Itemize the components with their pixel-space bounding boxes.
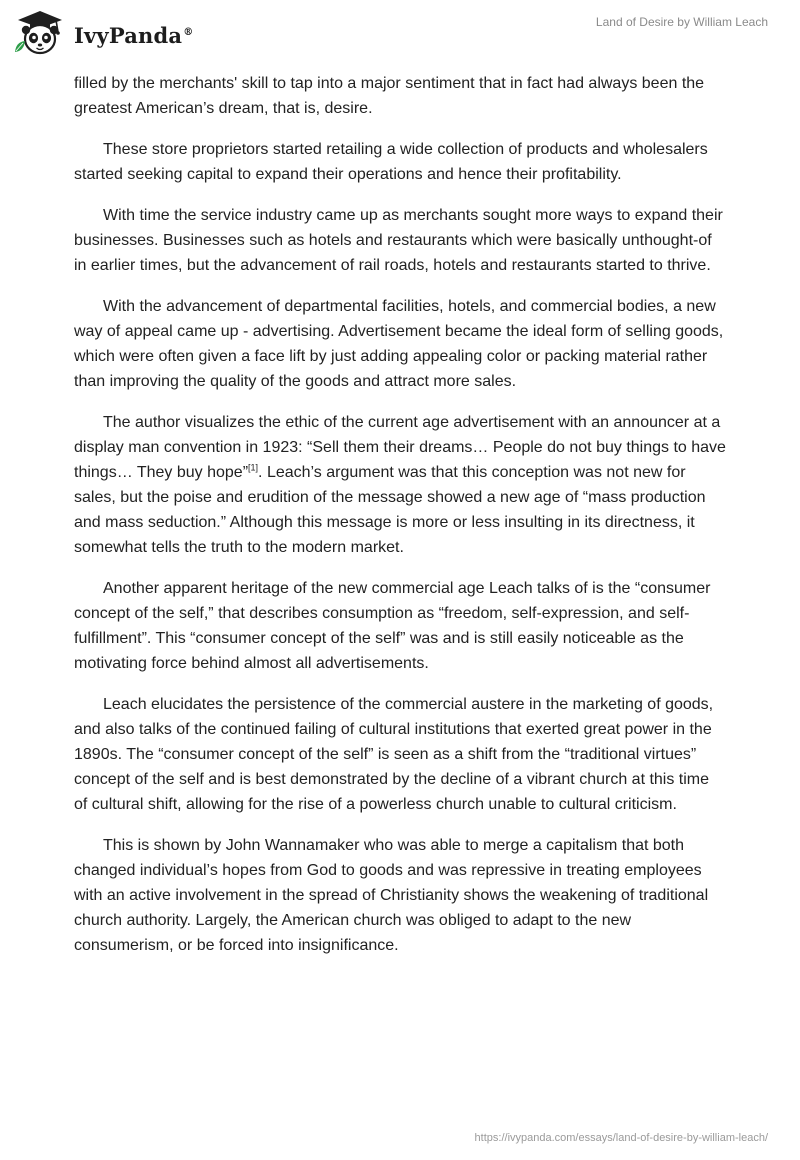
panda-graduate-icon bbox=[12, 8, 68, 58]
footnote-link[interactable]: [1] bbox=[248, 462, 259, 473]
ivypanda-logo[interactable] bbox=[12, 8, 193, 58]
quote-text: The author visualizes the ethic of the current age advertisement with an announcer at a display man convention in 1923: “Sell them their dreams… People do not buy things to have things… They buy hope” bbox=[74, 414, 726, 481]
paragraph: These store proprietors started retailing a wide collection of products and wholesalers started seeking capital to expand their operations and hence their profitability. bbox=[74, 141, 708, 183]
document-title: Land of Desire by William Leach bbox=[595, 15, 768, 29]
quote-continuation: . Leach’s argument was that this conception was not new for sales, but the poise and erudition of the message showed a new age of “mass production and mass seduction.” Although this message is more or less insulting in its directness, it somewhat tells the truth to the modern market. bbox=[74, 464, 706, 556]
essay-body bbox=[74, 71, 726, 974]
paragraph: With time the service industry came up as merchants sought more ways to expand their businesses. Businesses such as hotels and restaurants which were basically unthought-of in earlier times, but the advancement of rail roads, hotels and restaurants started to thrive. bbox=[74, 207, 723, 274]
source-url[interactable]: https://ivypanda.com/essays/land-of-desire-by-william-leach/ bbox=[474, 1132, 768, 1144]
registered-mark: ® bbox=[183, 26, 194, 38]
paragraph: Another apparent heritage of the new commercial age Leach talks of is the “consumer concept of the self,” that describes consumption as “freedom, self-expression, and self-fulfillment”. This “consumer concept of the self” was and is still easily noticeable as the motivating force behind almost all advertisements. bbox=[74, 580, 711, 672]
page-header bbox=[0, 0, 800, 70]
paragraph-continuation: filled by the merchants' skill to tap into a major sentiment that in fact had always been the greatest American’s dream, that is, desire. bbox=[74, 75, 705, 117]
brand-name: IvyPanda® bbox=[74, 22, 194, 48]
paragraph: Leach elucidates the persistence of the commercial austere in the marketing of goods, and also talks of the continued failing of cultural institutions that exerted great power in the 1890s. The “consumer concept of the self” is seen as a shift from the “traditional virtues” concept of the self and is best demonstrated by the decline of a vibrant church at this time of cultural shift, allowing for the rise of a powerless church unable to cultural criticism. bbox=[74, 696, 714, 813]
paragraph: With the advancement of departmental facilities, hotels, and commercial bodies, a new way of appeal came up - advertising. Advertisement became the ideal form of selling goods, which were often given a face lift by just adding appealing color or packing material rather than improving the quality of the goods and attract more sales. bbox=[74, 298, 724, 390]
paragraph: This is shown by John Wannamaker who was able to merge a capitalism that both changed individual’s hopes from God to goods and was repressive in treating employees with an active involvement in the spread of Christianity shows the weakening of traditional church authority. Largely, the American church was obliged to adapt to the new consumerism, or be forced into insignificance. bbox=[74, 837, 709, 954]
paragraph-with-quote bbox=[74, 410, 726, 560]
